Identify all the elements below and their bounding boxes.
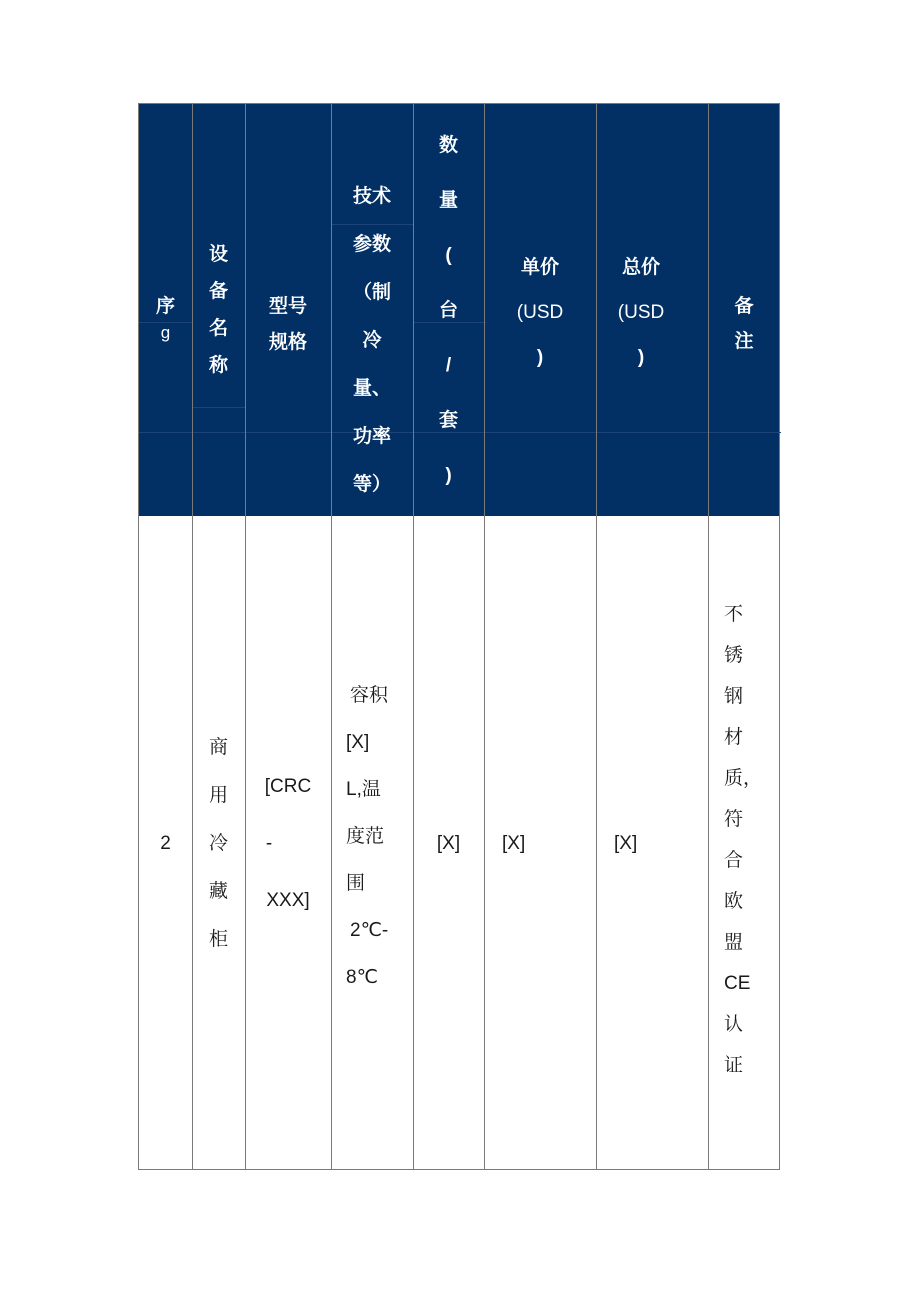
- row-equipment-name: [192, 516, 245, 1171]
- header-quantity: [413, 104, 484, 516]
- header-spec-text: 参数: [352, 233, 391, 255]
- header-qty-text: (: [445, 244, 452, 266]
- header-equipment-name: [192, 104, 245, 516]
- header-spec-text: （制: [352, 281, 391, 303]
- header-qty-text: ): [445, 464, 452, 486]
- header-model-text: 规格: [268, 331, 307, 353]
- header-spec-text: 等）: [352, 473, 391, 495]
- header-unit-price-text: (USD: [516, 301, 564, 323]
- header-name-char: 备: [208, 281, 228, 302]
- header-name-char: 称: [208, 355, 228, 376]
- header-qty-text: 量: [438, 189, 458, 211]
- row-spec-text: 2℃-: [350, 920, 389, 941]
- row-remark-char: 认: [724, 1013, 744, 1035]
- header-total-price-text: ): [637, 346, 645, 368]
- header-unit-price-text: ): [536, 346, 544, 368]
- header-total-price: [596, 104, 708, 516]
- header-qty-text: 台: [438, 299, 458, 321]
- header-model-text: 型号: [268, 295, 307, 317]
- header-seq-text: g: [160, 323, 171, 342]
- header-qty-text: 数: [438, 134, 458, 156]
- header-remark: [708, 104, 780, 516]
- header-unit-price-text: 单价: [520, 256, 559, 278]
- row-remark-char: 证: [724, 1054, 744, 1076]
- header-qty-text: 套: [438, 409, 458, 431]
- header-total-price-text: (USD: [617, 301, 665, 323]
- header-name-char: 设: [208, 244, 228, 265]
- row-name-char: 商: [208, 737, 228, 758]
- row-unit-price-value: [X]: [502, 833, 526, 854]
- row-qty-value: [X]: [436, 833, 461, 854]
- row-spec-text: 容积: [350, 685, 389, 706]
- row-spec-text: L,温: [346, 779, 381, 800]
- row-seq: [139, 516, 192, 1171]
- row-name-char: 柜: [208, 929, 228, 950]
- row-model-text: XXX]: [266, 890, 310, 911]
- header-name-char: 名: [208, 318, 228, 339]
- row-quantity: [413, 516, 484, 1171]
- row-model-text: [CRC: [264, 776, 312, 797]
- row-remark-char: 欧: [724, 890, 744, 912]
- row-spec-text: 围: [346, 873, 366, 894]
- header-qty-text: /: [445, 354, 452, 376]
- row-spec-text: 度范: [346, 826, 385, 847]
- row-model: [245, 516, 331, 1171]
- row-name-char: 冷: [208, 833, 228, 854]
- row-name-char: 用: [208, 785, 228, 806]
- header-seq-text: 序: [155, 296, 175, 317]
- header-remark-char: 注: [734, 331, 754, 352]
- row-unit-price: [484, 516, 596, 1171]
- row-name-char: 藏: [208, 881, 228, 902]
- header-spec-text: 技术: [352, 185, 391, 207]
- row-spec-text: 8℃: [346, 967, 378, 988]
- row-remark-char: CE: [724, 972, 751, 994]
- row-tech-spec: [331, 516, 413, 1171]
- row-remark-char: 钢: [724, 685, 744, 707]
- row-total-price-value: [X]: [614, 833, 638, 854]
- row-remark-char: 不: [724, 603, 744, 625]
- header-tech-spec: [331, 104, 413, 516]
- row-remark-char: 锈: [724, 644, 744, 666]
- header-remark-char: 备: [734, 296, 754, 317]
- header-spec-text: 量、: [352, 377, 391, 399]
- equipment-table: [138, 103, 780, 1170]
- row-remark-char: 质，: [724, 767, 763, 789]
- header-spec-text: 冷: [362, 329, 382, 351]
- header-seq: [139, 104, 192, 516]
- row-model-text: -: [265, 833, 273, 854]
- header-spec-text: 功率: [352, 425, 391, 447]
- header-model: [245, 104, 331, 516]
- row-remark-char: 材: [724, 726, 744, 748]
- row-seq-value: 2: [160, 833, 171, 854]
- row-remark-char: 盟: [724, 931, 744, 953]
- header-total-price-text: 总价: [621, 256, 660, 278]
- header-unit-price: [484, 104, 596, 516]
- row-spec-text: [X]: [346, 732, 370, 753]
- row-total-price: [596, 516, 708, 1171]
- row-remark-char: 符: [724, 808, 744, 830]
- row-remark-char: 合: [724, 849, 744, 871]
- row-remark: [708, 516, 780, 1171]
